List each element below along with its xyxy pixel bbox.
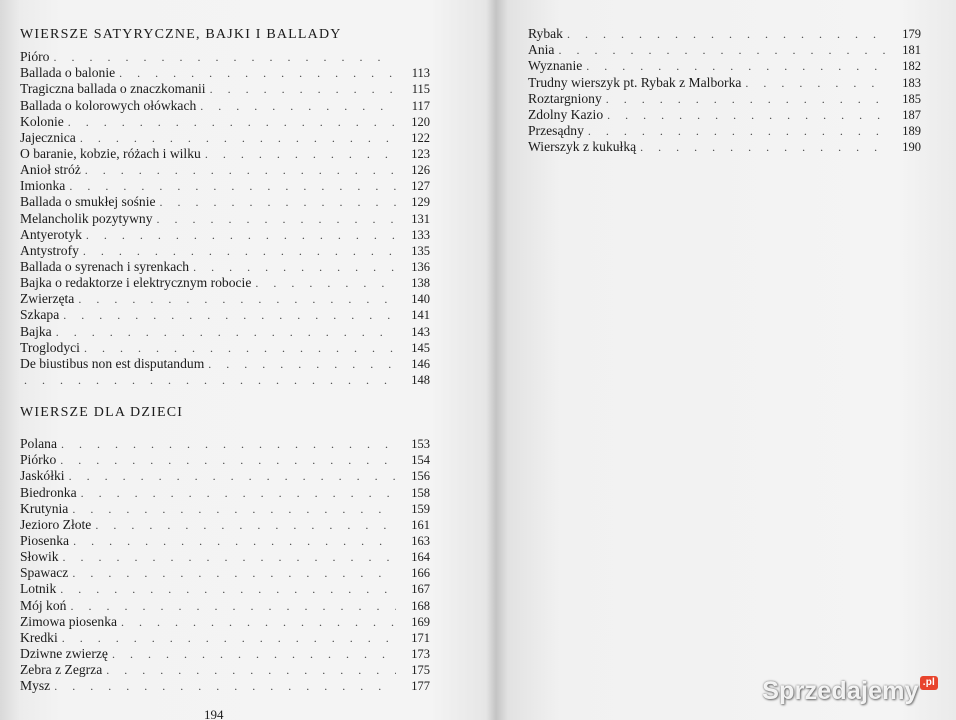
toc-entry (20, 97, 430, 113)
section-title-satirical: WIERSZE SATYRYCZNE, BAJKI I BALLADY (20, 27, 342, 42)
toc-entry-page: 117 (411, 98, 430, 113)
dot-leader (200, 98, 396, 114)
toc-entry-page: 183 (902, 75, 921, 90)
toc-entry-page: 122 (411, 130, 430, 145)
toc-entry-page: 187 (902, 107, 921, 122)
dot-leader (62, 630, 396, 646)
toc-entry-page: 177 (411, 679, 430, 694)
toc-entry-page: 146 (411, 356, 430, 371)
toc-entry-page: 138 (411, 276, 430, 291)
toc-entry-title: Ballada o smukłej sośnie (20, 194, 156, 210)
toc-entry-title: Dziwne zwierzę (20, 645, 108, 661)
dot-leader (72, 565, 396, 581)
toc-entry-page: 123 (411, 146, 430, 161)
toc-entry (20, 581, 430, 597)
dot-leader (85, 162, 396, 178)
toc-entry-page: 153 (411, 437, 430, 452)
toc-entry (20, 565, 430, 581)
toc-list-satirical (20, 49, 430, 388)
toc-entry-title: Ballada o syrenach i syrenkach (20, 258, 190, 274)
dot-leader (121, 614, 396, 630)
watermark-brand: Sprzedajemy (762, 677, 919, 705)
toc-entry-title: Spawacz (20, 565, 69, 581)
toc-entry (528, 74, 921, 90)
toc-list-right (528, 26, 921, 155)
dot-leader (588, 123, 887, 139)
dot-leader (54, 678, 396, 694)
dot-leader (119, 65, 396, 81)
toc-entry-page: 167 (411, 582, 430, 597)
toc-entry (20, 549, 430, 565)
dot-leader (72, 501, 396, 517)
dot-leader (106, 662, 396, 678)
toc-entry-page: 135 (411, 243, 430, 258)
toc-entry-title: De biustibus non est disputandum (20, 355, 205, 371)
toc-entry-title: Bajka o redaktorze i elektrycznym robocie (20, 275, 252, 291)
toc-entry (528, 107, 921, 123)
dot-leader (53, 49, 396, 65)
toc-entry-page: 120 (411, 114, 430, 129)
toc-entry-title: O baranie, kobzie, różach i wilku (20, 145, 201, 161)
toc-entry-title: Anioł stróż (20, 162, 81, 178)
dot-leader (60, 581, 396, 597)
dot-leader (95, 517, 396, 533)
dot-leader (81, 485, 396, 501)
toc-entry-page: 143 (411, 324, 430, 339)
toc-entry-page: 141 (411, 308, 430, 323)
toc-entry (20, 533, 430, 549)
toc-entry (20, 356, 430, 372)
dot-leader (208, 356, 396, 372)
dot-leader (24, 372, 396, 388)
watermark-logo (762, 676, 938, 706)
toc-entry-page: 113 (411, 66, 430, 81)
page-number-folio: 194 (204, 707, 224, 720)
toc-entry-page: 161 (411, 517, 430, 532)
toc-entry-page: 179 (902, 27, 921, 42)
dot-leader (61, 436, 396, 452)
toc-entry (20, 65, 430, 81)
toc-entry-page: 190 (902, 140, 921, 155)
toc-entry-page: 156 (411, 469, 430, 484)
toc-entry (20, 307, 430, 323)
toc-entry-page: 185 (902, 91, 921, 106)
toc-entry-page: 158 (411, 485, 430, 500)
toc-entry (20, 468, 430, 484)
dot-leader (68, 114, 396, 130)
toc-entry-title: Melancholik pozytywny (20, 210, 153, 226)
dot-leader (112, 646, 396, 662)
toc-entry-page: 133 (411, 227, 430, 242)
toc-entry-title: Mój koń (20, 597, 67, 613)
dot-leader (73, 533, 396, 549)
toc-entry-title: Zdolny Kazio (528, 106, 604, 122)
toc-entry (20, 81, 430, 97)
toc-entry-title: Rybak (528, 26, 563, 42)
dot-leader (78, 291, 396, 307)
toc-entry-title: Zimowa piosenka (20, 613, 118, 629)
toc-entry-title: Piórko (20, 452, 57, 468)
toc-entry (528, 123, 921, 139)
toc-entry-title: Imionka (20, 178, 66, 194)
toc-entry (528, 58, 921, 74)
toc-entry (20, 340, 430, 356)
toc-entry (20, 484, 430, 500)
toc-entry-page: 171 (411, 630, 430, 645)
toc-entry (20, 452, 430, 468)
dot-leader (63, 307, 396, 323)
toc-entry-title: Wierszyk z kukułką (528, 139, 637, 155)
toc-entry-page: 154 (411, 453, 430, 468)
toc-entry-page: 175 (411, 663, 430, 678)
toc-entry-title: Ballada o balonie (20, 65, 116, 81)
watermark-tld-badge: .pl (920, 676, 938, 690)
right-page (498, 0, 956, 720)
toc-entry (20, 114, 430, 130)
toc-entry-title: Antystrofy (20, 242, 79, 258)
toc-entry-page: 164 (411, 550, 430, 565)
toc-entry (20, 210, 430, 226)
toc-entry-title: Pióro (20, 49, 50, 65)
toc-entry-title: Szkapa (20, 307, 60, 323)
toc-entry (20, 49, 430, 65)
toc-entry (20, 227, 430, 243)
toc-entry (20, 436, 430, 452)
toc-entry-page: 189 (902, 123, 921, 138)
toc-entry-title: Słowik (20, 549, 59, 565)
dot-leader (205, 146, 396, 162)
dot-leader (86, 227, 396, 243)
toc-entry (528, 139, 921, 155)
toc-entry (20, 662, 430, 678)
dot-leader (606, 91, 887, 107)
toc-entry-page: 148 (411, 372, 430, 387)
dot-leader (60, 452, 396, 468)
toc-entry (20, 614, 430, 630)
toc-entry (20, 646, 430, 662)
toc-entry-title: Ballada o kolorowych ołówkach (20, 97, 197, 113)
toc-entry-page: 129 (411, 195, 430, 210)
section-title-children: WIERSZE DLA DZIECI (20, 405, 184, 420)
toc-entry (20, 243, 430, 259)
toc-entry (20, 259, 430, 275)
toc-entry-title: Przesądny (528, 122, 584, 138)
toc-entry (20, 630, 430, 646)
toc-entry (20, 517, 430, 533)
toc-entry-title: Kredki (20, 629, 58, 645)
toc-entry-title: Lotnik (20, 581, 57, 597)
dot-leader (255, 275, 396, 291)
toc-entry-page: 166 (411, 566, 430, 581)
dot-leader (80, 130, 396, 146)
toc-entry-page: 173 (411, 646, 430, 661)
toc-entry-page: 140 (411, 292, 430, 307)
toc-entry (528, 26, 921, 42)
toc-entry-title: Kolonie (20, 113, 64, 129)
dot-leader (63, 549, 396, 565)
dot-leader (640, 139, 887, 155)
toc-entry (20, 597, 430, 613)
dot-leader (558, 42, 887, 58)
toc-entry-page: 115 (411, 82, 430, 97)
dot-leader (607, 107, 887, 123)
toc-entry-page: 169 (411, 614, 430, 629)
toc-entry-page: 127 (411, 179, 430, 194)
toc-entry-page: 159 (411, 501, 430, 516)
toc-entry-title: Trudny wierszyk pt. Rybak z Malborka (528, 74, 742, 90)
toc-entry (20, 291, 430, 307)
toc-entry (20, 501, 430, 517)
dot-leader (160, 194, 396, 210)
dot-leader (69, 468, 396, 484)
dot-leader (745, 75, 887, 91)
toc-entry (528, 91, 921, 107)
toc-entry (20, 130, 430, 146)
dot-leader (56, 324, 396, 340)
dot-leader (586, 58, 887, 74)
toc-entry-page: 168 (411, 598, 430, 613)
toc-entry-title: Zwierzęta (20, 291, 75, 307)
dot-leader (70, 598, 396, 614)
toc-entry-title: Bajka (20, 323, 52, 339)
toc-entry-title: Jajecznica (20, 129, 76, 145)
toc-entry (20, 372, 430, 388)
toc-entry-page: 181 (902, 43, 921, 58)
toc-entry-title: Troglodyci (20, 339, 80, 355)
dot-leader (193, 259, 396, 275)
toc-entry-page: 136 (411, 259, 430, 274)
dot-leader (69, 178, 396, 194)
toc-entry (20, 678, 430, 694)
dot-leader (210, 81, 396, 97)
toc-entry-title: Ania (528, 42, 555, 58)
toc-entry-title: Krutynia (20, 500, 69, 516)
toc-entry-title: Roztargniony (528, 90, 602, 106)
dot-leader (83, 243, 396, 259)
toc-entry (20, 178, 430, 194)
toc-entry-title: Antyerotyk (20, 226, 82, 242)
toc-entry-page: 131 (411, 211, 430, 226)
toc-entry-page: 182 (902, 59, 921, 74)
dot-leader (567, 26, 887, 42)
toc-entry-title: Zebra z Zegrza (20, 662, 103, 678)
toc-entry-page: 145 (411, 340, 430, 355)
toc-list-children (20, 436, 430, 694)
dot-leader (157, 211, 396, 227)
toc-entry-page: 126 (411, 163, 430, 178)
toc-entry-title: Mysz (20, 678, 51, 694)
toc-entry (20, 146, 430, 162)
toc-entry-title: Wyznanie (528, 58, 583, 74)
toc-entry-page: 163 (411, 533, 430, 548)
toc-entry-title: Tragiczna ballada o znaczkomanii (20, 81, 206, 97)
toc-entry (20, 162, 430, 178)
toc-entry-title: Polana (20, 436, 57, 452)
toc-entry (528, 42, 921, 58)
toc-entry (20, 275, 430, 291)
toc-entry-title: Biedronka (20, 484, 77, 500)
dot-leader (84, 340, 396, 356)
toc-entry (20, 194, 430, 210)
toc-entry-title: Piosenka (20, 532, 70, 548)
toc-entry-title: Jezioro Złote (20, 516, 92, 532)
toc-entry-title: Jaskółki (20, 468, 65, 484)
toc-entry (20, 323, 430, 339)
